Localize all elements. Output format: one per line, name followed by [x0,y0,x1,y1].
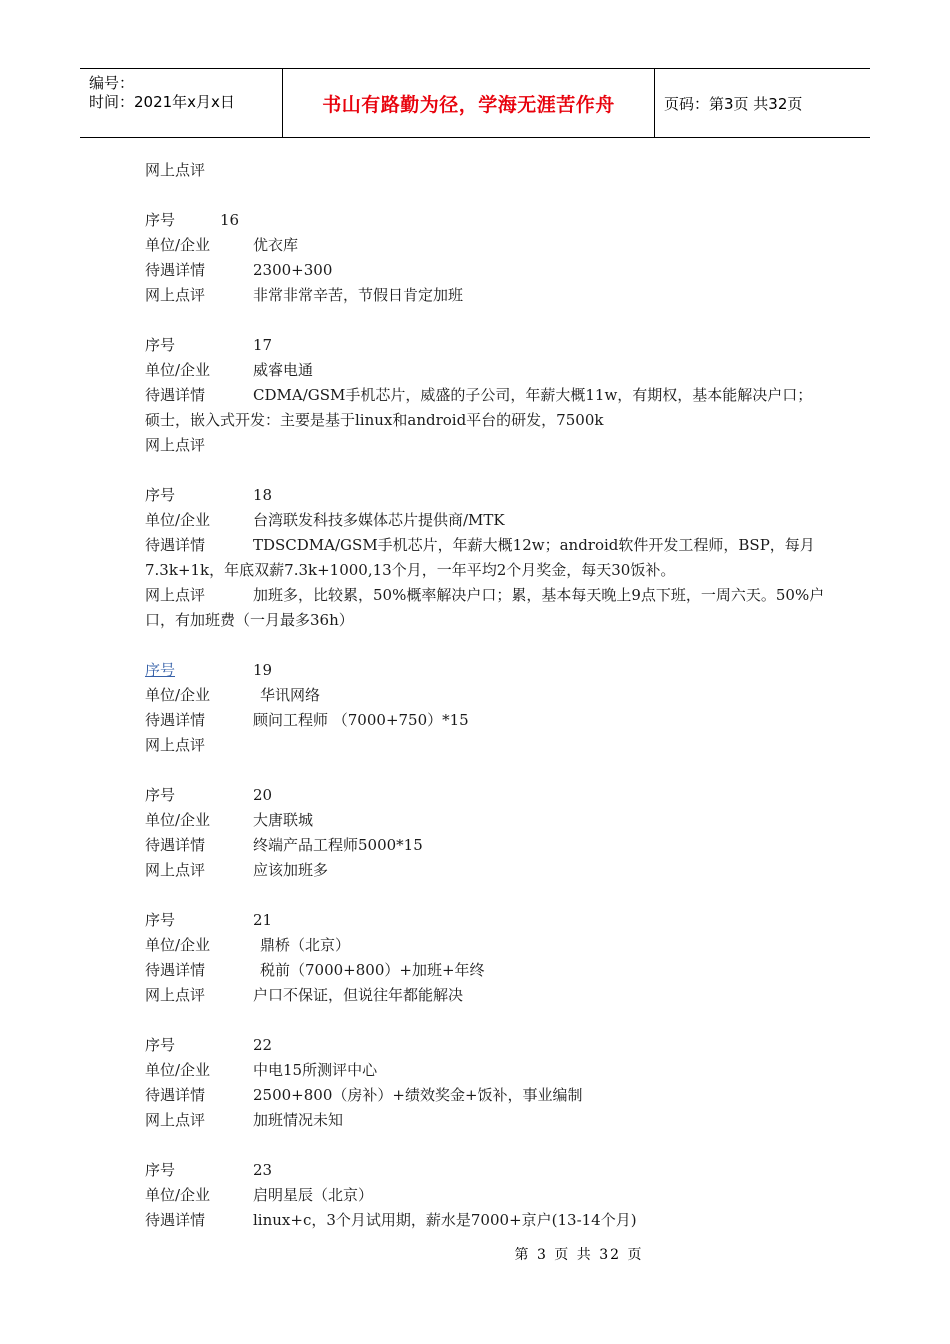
entry-18 [145,483,825,633]
company-value: 华讯网络 [260,686,321,704]
seq-value: 18 [253,486,273,504]
seq-value: 16 [220,211,240,229]
seq-label: 序号 [145,211,176,229]
seq-label: 序号 [145,1161,176,1179]
seq-value: 21 [253,911,273,929]
company-value: 台湾联发科技多媒体芯片提供商/MTK [253,511,505,529]
review-label: 网上点评 [145,286,206,304]
salary-value: 终端产品工程师5000*15 [253,836,423,854]
salary-label: 待遇详情 [145,261,206,279]
company-label: 单位/企业 [145,1186,211,1204]
salary-label: 待遇详情 [145,1211,206,1229]
salary-label: 待遇详情 [145,536,206,554]
company-label: 单位/企业 [145,811,211,829]
seq-value: 17 [253,336,273,354]
seq-label: 序号 [145,911,176,929]
salary-label: 待遇详情 [145,1086,206,1104]
company-value: 鼎桥（北京） [260,936,351,954]
company-value: 启明星辰（北京） [253,1186,374,1204]
seq-label: 序号 [145,786,176,804]
intro-line: 网上点评 [145,161,206,179]
seq-value: 19 [253,661,273,679]
salary-label: 待遇详情 [145,836,206,854]
company-label: 单位/企业 [145,511,211,529]
salary-value: TDSCDMA/GSM手机芯片，年薪大概12w；android软件开发工程师，BSP，每月7.3k+1k，年底双薪7.3k+1000,13个月，一年平均2个月奖金，每天30饭补。 [145,536,815,579]
salary-value: 2300+300 [253,261,333,279]
company-value: 优衣库 [253,236,299,254]
document-body [145,158,825,1233]
review-label: 网上点评 [145,736,206,754]
company-label: 单位/企业 [145,361,211,379]
seq-label: 序号 [145,336,176,354]
footer-page-number: 第 3 页 共 32 页 [514,1247,644,1263]
entry-16 [145,208,825,308]
time-label: 时间：2021年x月x日 [89,93,235,111]
salary-value: CDMA/GSM手机芯片，威盛的子公司，年薪大概11w，有期权，基本能解决户口；硕士，嵌入式开发：主要是基于linux和android平台的研发，7500k [145,386,813,429]
review-value: 非常非常辛苦，节假日肯定加班 [253,286,464,304]
salary-value: linux+c，3个月试用期，薪水是7000+京户(13-14个月) [253,1211,637,1229]
review-label: 网上点评 [145,986,206,1004]
page-header [80,68,870,138]
seq-value: 22 [253,1036,273,1054]
salary-label: 待遇详情 [145,711,206,729]
page-footer [0,1244,950,1264]
entry-21 [145,908,825,1008]
salary-value: 2500+800（房补）+绩效奖金+饭补，事业编制 [253,1086,583,1104]
seq-value: 23 [253,1161,273,1179]
seq-label: 序号 [145,486,176,504]
salary-label: 待遇详情 [145,386,206,404]
review-label: 网上点评 [145,436,206,454]
seq-label-link[interactable]: 序号 [145,661,176,679]
review-label: 网上点评 [145,861,206,879]
salary-value: 顾问工程师 （7000+750）*15 [253,711,469,729]
company-value: 威睿电通 [253,361,314,379]
salary-label: 待遇详情 [145,961,206,979]
company-label: 单位/企业 [145,686,211,704]
entry-19 [145,658,825,758]
company-value: 大唐联城 [253,811,314,829]
entry-17 [145,333,825,458]
review-value: 户口不保证，但说往年都能解决 [253,986,464,1004]
header-left-cell [80,69,282,137]
company-label: 单位/企业 [145,1061,211,1079]
entry-22 [145,1033,825,1133]
header-page-info: 页码：第3页 共32页 [664,94,803,113]
review-value: 加班多，比较累，50%概率解决户口；累，基本每天晚上9点下班，一周六天。50%户口，有加班费（一月最多36h） [145,586,825,629]
entry-23 [145,1158,825,1233]
review-label: 网上点评 [145,1111,206,1129]
seq-label: 序号 [145,1036,176,1054]
header-motto: 书山有路勤为径，学海无涯苦作舟 [282,69,655,137]
review-value: 应该加班多 [253,861,329,879]
company-label: 单位/企业 [145,236,211,254]
review-label: 网上点评 [145,586,206,604]
seq-value: 20 [253,786,273,804]
company-label: 单位/企业 [145,936,211,954]
company-value: 中电15所测评中心 [253,1061,378,1079]
number-label: 编号： [89,74,135,92]
review-value: 加班情况未知 [253,1111,344,1129]
entry-20 [145,783,825,883]
salary-value: 税前（7000+800）+加班+年终 [260,961,485,979]
